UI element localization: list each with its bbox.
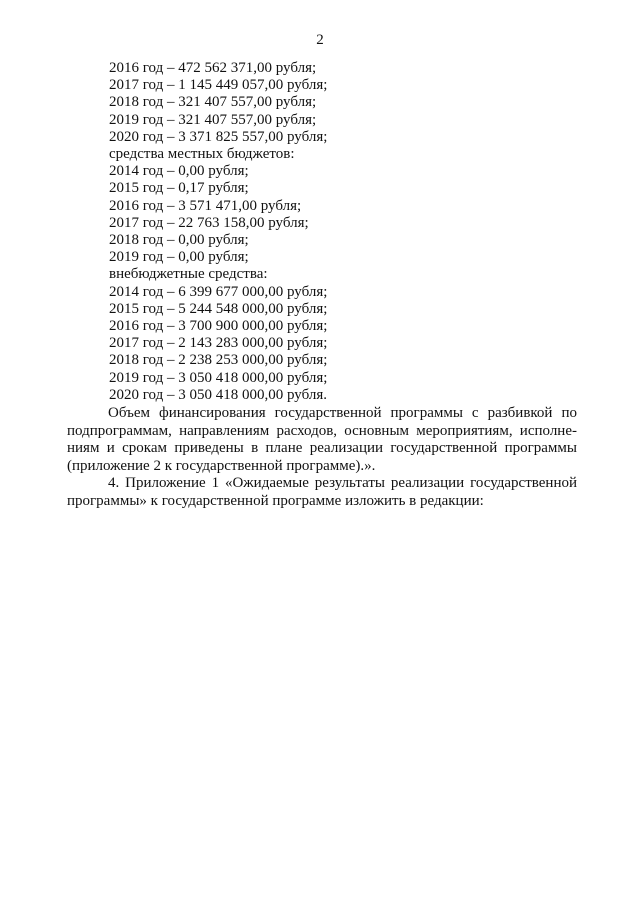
funding-section-heading: внебюджетные средства:	[109, 266, 268, 283]
funding-line: 2020 год – 3 050 418 000,00 рубля.	[109, 386, 327, 403]
page-number: 2	[316, 32, 324, 48]
paragraph-line: (приложение 2 к государственной программе).».	[67, 457, 376, 474]
paragraph-line: ниям и срокам приведены в плане реализации государственной программы	[67, 440, 577, 457]
paragraph-line: подпрограммам, направлениям расходов, основным мероприятиям, исполне-	[67, 422, 577, 439]
funding-line: 2020 год – 3 371 825 557,00 рубля;	[109, 128, 328, 145]
funding-line: 2015 год – 0,17 рубля;	[109, 180, 249, 197]
funding-line: 2016 год – 472 562 371,00 рубля;	[109, 60, 317, 76]
funding-line: 2016 год – 3 700 900 000,00 рубля;	[109, 318, 328, 335]
paragraph-line: программы» к государственной программе изложить в редакции:	[67, 492, 484, 509]
funding-line: 2018 год – 0,00 рубля;	[109, 232, 249, 249]
funding-line: 2014 год – 6 399 677 000,00 рубля;	[109, 283, 328, 300]
funding-line: 2019 год – 321 407 557,00 рубля;	[109, 111, 317, 128]
funding-line: 2018 год – 321 407 557,00 рубля;	[109, 94, 317, 111]
funding-line: 2015 год – 5 244 548 000,00 рубля;	[109, 300, 328, 317]
funding-list	[109, 60, 579, 404]
appendix-paragraph	[67, 475, 577, 510]
funding-line: 2018 год – 2 238 253 000,00 рубля;	[109, 352, 328, 369]
funding-section-heading: средства местных бюджетов:	[109, 146, 295, 163]
funding-line: 2016 год – 3 571 471,00 рубля;	[109, 197, 302, 214]
funding-line: 2017 год – 1 145 449 057,00 рубля;	[109, 77, 328, 94]
financing-paragraph	[67, 405, 577, 475]
funding-line: 2017 год – 22 763 158,00 рубля;	[109, 214, 309, 231]
funding-line: 2017 год – 2 143 283 000,00 рубля;	[109, 335, 328, 352]
paragraph-line: Объем финансирования государственной программы с разбивкой по	[108, 405, 577, 421]
funding-line: 2019 год – 3 050 418 000,00 рубля;	[109, 369, 328, 386]
paragraph-line: 4. Приложение 1 «Ожидаемые результаты реализации государственной	[108, 475, 577, 491]
funding-line: 2014 год – 0,00 рубля;	[109, 163, 249, 180]
funding-line: 2019 год – 0,00 рубля;	[109, 249, 249, 266]
